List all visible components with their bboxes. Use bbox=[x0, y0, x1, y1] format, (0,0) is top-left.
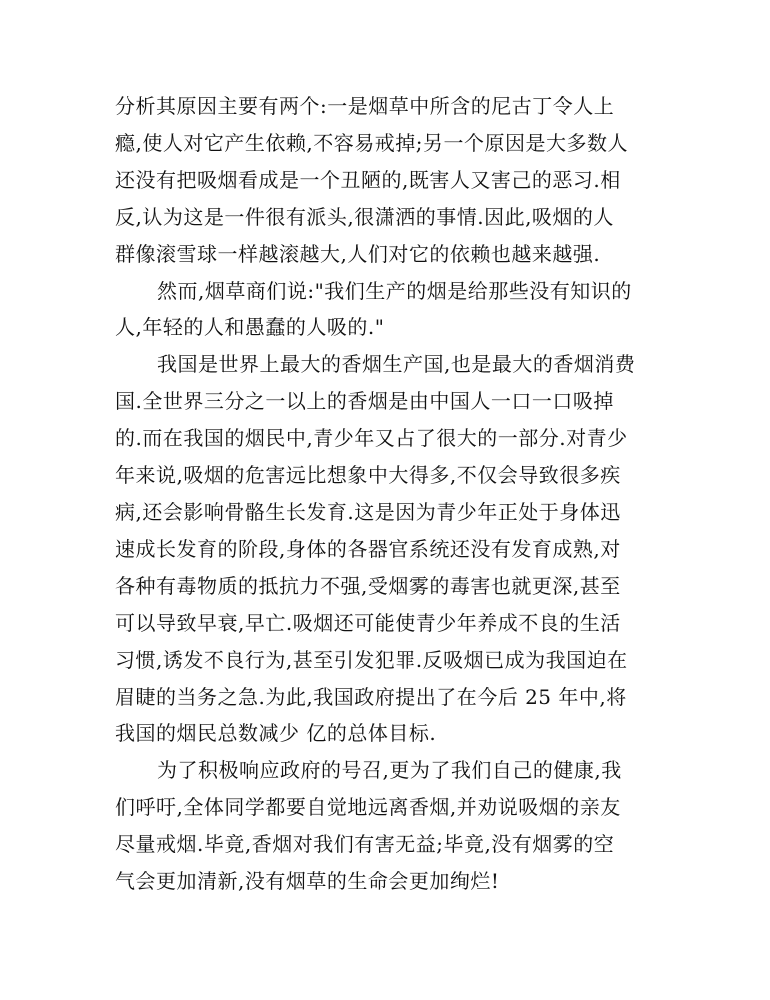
paragraph-tobacco-merchants bbox=[115, 273, 660, 347]
text-line: 气会更加清新,没有烟草的生命会更加绚烂! bbox=[115, 869, 500, 894]
text-line: 国.全世界三分之一以上的香烟是由中国人一口一口吸掉 bbox=[115, 389, 614, 414]
text-line: 尽量戒烟.毕竟,香烟对我们有害无益;毕竟,没有烟雾的空 bbox=[115, 832, 615, 857]
text-line: 的.而在我国的烟民中,青少年又占了很大的一部分.对青少 bbox=[115, 426, 628, 451]
text-line: 群像滚雪球一样越滚越大,人们对它的依赖也越来越强. bbox=[115, 241, 601, 266]
text-line: 还没有把吸烟看成是一个丑陋的,既害人又害己的恶习.相 bbox=[115, 167, 621, 192]
text-line: 分析其原因主要有两个:一是烟草中所含的尼古丁令人上 bbox=[115, 94, 615, 118]
text-line: 速成长发育的阶段,身体的各器官系统还没有发育成熟,对 bbox=[115, 536, 621, 561]
text-line: 然而,烟草商们说:"我们生产的烟是给那些没有知识的 bbox=[157, 278, 632, 303]
document-body bbox=[115, 88, 660, 900]
text-line: 瘾,使人对它产生依赖,不容易戒掉;另一个原因是大多数人 bbox=[115, 130, 628, 155]
text-line: 我国是世界上最大的香烟生产国,也是最大的香烟消费 bbox=[157, 352, 636, 377]
text-line: 为了积极响应政府的号召,更为了我们自己的健康,我 bbox=[157, 758, 622, 783]
text-line: 病,还会影响骨骼生长发育.这是因为青少年正处于身体迅 bbox=[115, 499, 621, 524]
text-line: 各种有毒物质的抵抗力不强,受烟雾的毒害也就更深,甚至 bbox=[115, 573, 621, 598]
paragraph-causes bbox=[115, 88, 660, 273]
text-line: 习惯,诱发不良行为,甚至引发犯罪.反吸烟已成为我国迫在 bbox=[115, 647, 628, 672]
text-line: 我国的烟民总数减少 亿的总体目标. bbox=[115, 721, 437, 746]
text-line: 们呼吁,全体同学都要自觉地远离香烟,并劝说吸烟的亲友 bbox=[115, 795, 621, 820]
text-line: 人,年轻的人和愚蠢的人吸的." bbox=[115, 315, 385, 340]
text-line: 可以导致早衰,早亡.吸烟还可能使青少年养成不良的生活 bbox=[115, 610, 621, 635]
paragraph-appeal bbox=[115, 752, 660, 900]
text-line: 眉睫的当务之急.为此,我国政府提出了在今后 25 年中,将 bbox=[115, 684, 627, 709]
text-line: 年来说,吸烟的危害远比想象中大得多,不仅会导致很多疾 bbox=[115, 463, 621, 488]
text-line: 反,认为这是一件很有派头,很潇洒的事情.因此,吸烟的人 bbox=[115, 204, 614, 229]
paragraph-china-smoking bbox=[115, 346, 660, 752]
